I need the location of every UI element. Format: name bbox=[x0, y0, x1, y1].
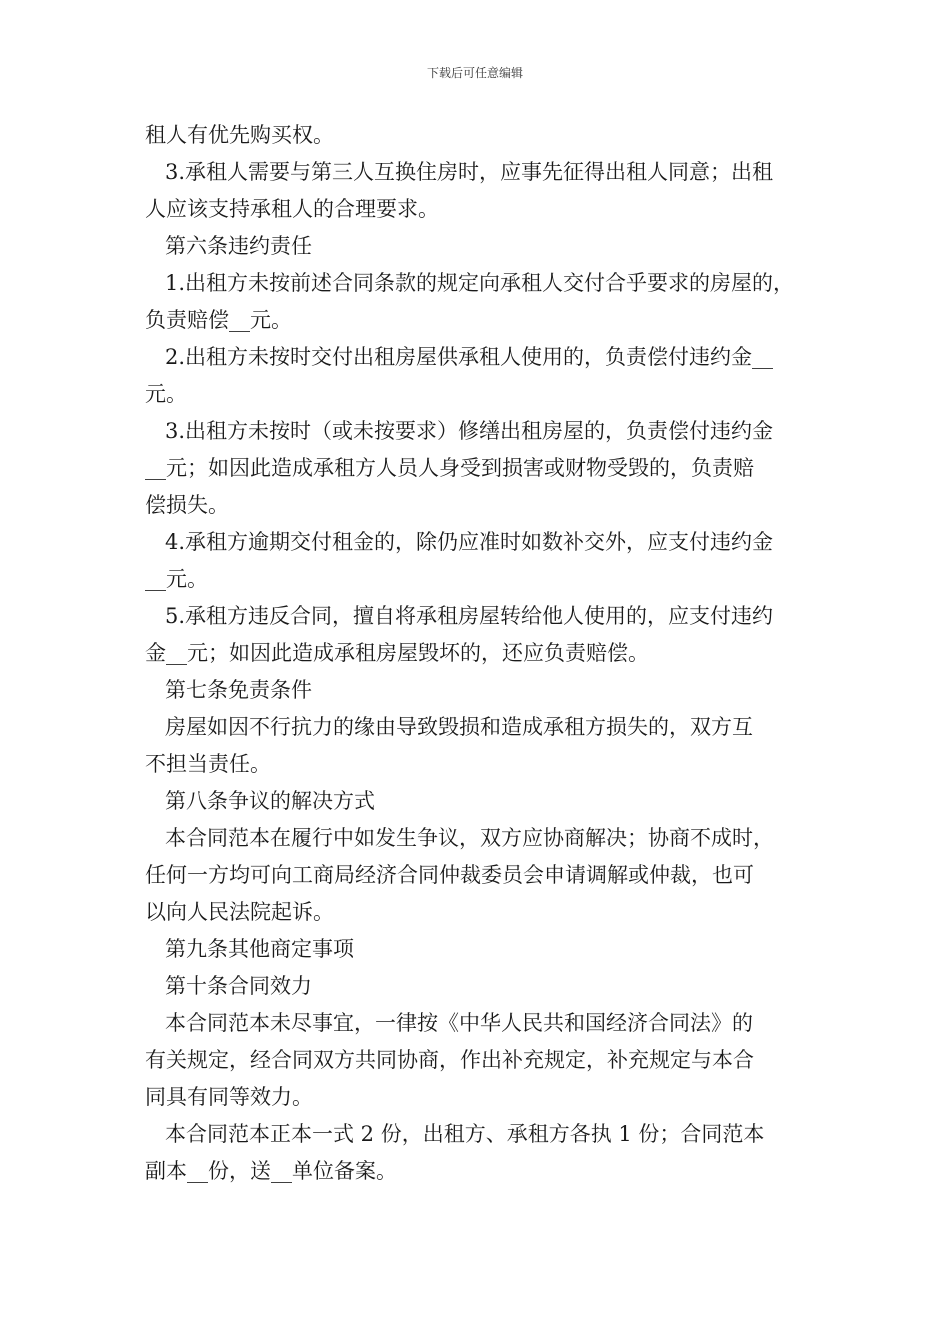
text-line: 本合同范本未尽事宜，一律按《中华人民共和国经济合同法》的 bbox=[165, 1011, 753, 1035]
text-line: 2.出租方未按时交付出租房屋供承租人使用的，负责偿付违约金__ bbox=[165, 345, 774, 369]
text-line: 不担当责任。 bbox=[145, 752, 271, 776]
text-line: 偿损失。 bbox=[145, 493, 229, 517]
text-line: 有关规定，经合同双方共同协商，作出补充规定，补充规定与本合 bbox=[145, 1048, 754, 1072]
text-line: 4.承租方逾期交付租金的，除仍应准时如数补交外，应支付违约金 bbox=[165, 530, 774, 554]
text-line: 金__元；如因此造成承租房屋毁坏的，还应负责赔偿。 bbox=[145, 641, 649, 665]
text-line: __元；如因此造成承租方人员人身受到损害或财物受毁的，负责赔 bbox=[145, 456, 754, 480]
text-line: 人应该支持承租人的合理要求。 bbox=[145, 197, 439, 221]
text-line: 本合同范本正本一式 2 份，出租方、承租方各执 1 份；合同范本 bbox=[165, 1122, 765, 1146]
text-line: 第七条免责条件 bbox=[165, 678, 312, 702]
text-line: 同具有同等效力。 bbox=[145, 1085, 313, 1109]
text-line: 负责赔偿__元。 bbox=[145, 308, 292, 332]
page-header: 下载后可任意编辑 bbox=[426, 66, 523, 80]
text-line: 3.承租人需要与第三人互换住房时，应事先征得出租人同意；出租 bbox=[165, 160, 774, 184]
text-line: 本合同范本在履行中如发生争议，双方应协商解决；协商不成时， bbox=[165, 826, 774, 850]
text-line: 3.出租方未按时（或未按要求）修缮出租房屋的，负责偿付违约金 bbox=[165, 419, 774, 443]
text-line: __元。 bbox=[145, 567, 208, 591]
text-line: 第六条违约责任 bbox=[165, 234, 312, 258]
text-line: 房屋如因不行抗力的缘由导致毁损和造成承租方损失的，双方互 bbox=[165, 715, 753, 739]
text-line: 5.承租方违反合同，擅自将承租房屋转给他人使用的，应支付违约 bbox=[165, 604, 774, 628]
text-line: 1.出租方未按前述合同条款的规定向承租人交付合乎要求的房屋的， bbox=[165, 271, 795, 295]
text-line: 第十条合同效力 bbox=[165, 974, 312, 998]
text-line: 第九条其他商定事项 bbox=[165, 937, 354, 961]
text-line: 副本__份，送__单位备案。 bbox=[145, 1159, 397, 1183]
text-line: 任何一方均可向工商局经济合同仲裁委员会申请调解或仲裁，也可 bbox=[145, 863, 754, 887]
text-line: 元。 bbox=[145, 382, 187, 406]
text-line: 租人有优先购买权。 bbox=[145, 123, 334, 147]
text-line: 第八条争议的解决方式 bbox=[165, 789, 375, 813]
document-body bbox=[145, 117, 810, 1190]
text-line: 以向人民法院起诉。 bbox=[145, 900, 334, 924]
